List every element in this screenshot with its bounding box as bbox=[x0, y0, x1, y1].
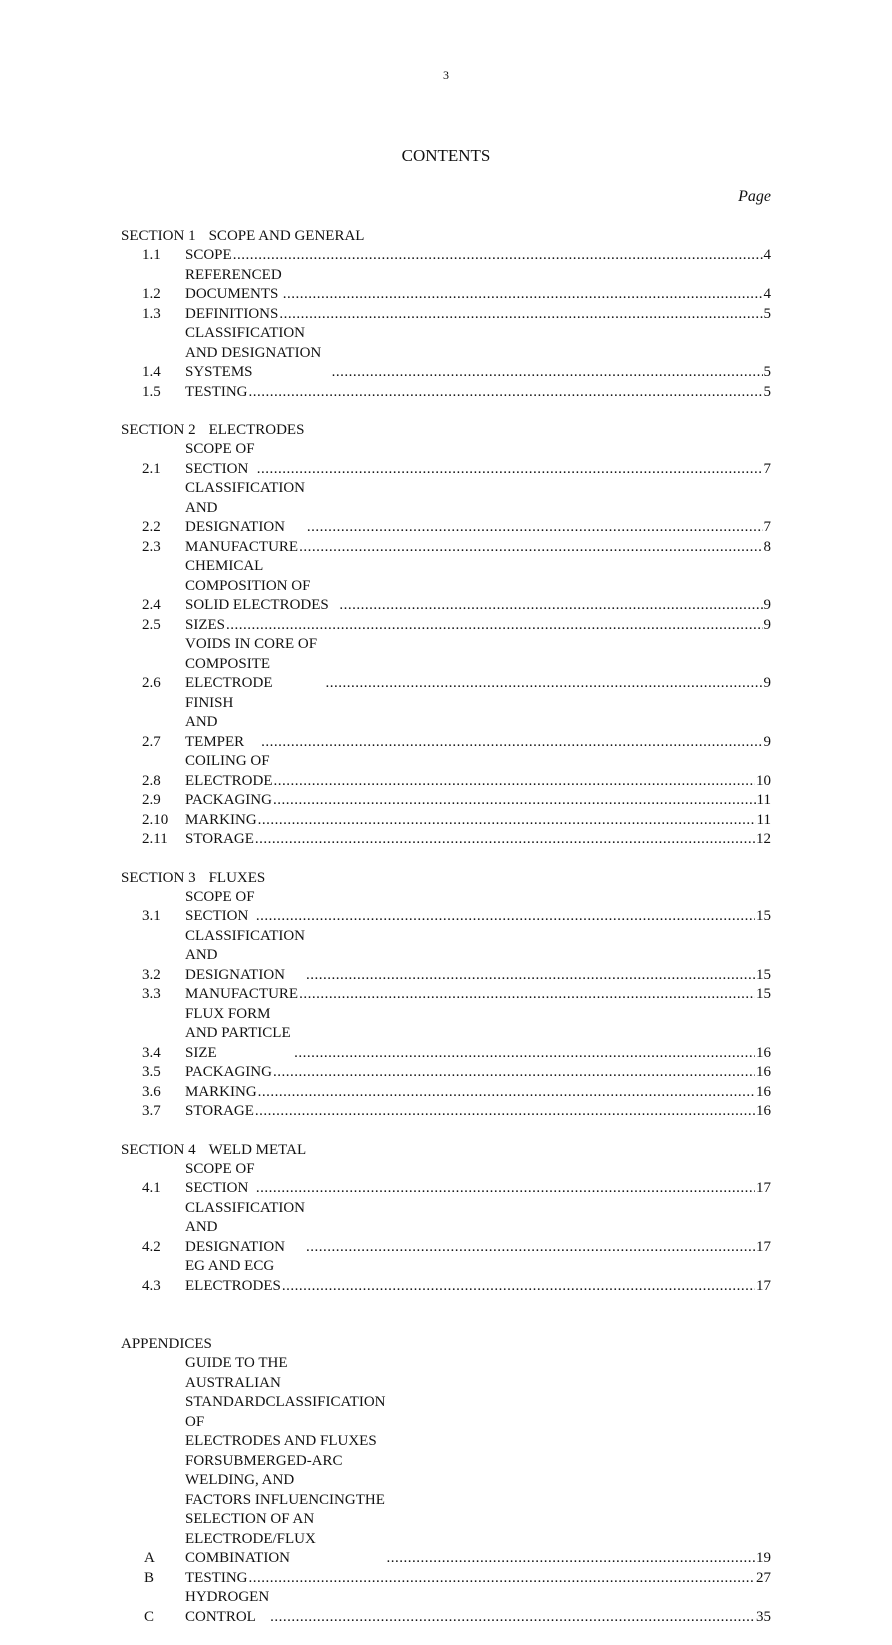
toc-entry-number: 3.7 bbox=[142, 1103, 161, 1119]
dot-leader bbox=[299, 538, 762, 558]
dot-leader bbox=[258, 811, 756, 831]
toc-entry-page: 5 bbox=[763, 383, 771, 400]
toc-entry-page: 11 bbox=[756, 792, 771, 808]
toc-entry-number: 3.3 bbox=[142, 986, 161, 1002]
toc-entry-title: TESTING bbox=[185, 1569, 248, 1586]
toc-entry-page: 15 bbox=[756, 986, 771, 1002]
toc-entry-page: 7 bbox=[763, 460, 771, 477]
toc-entry-page: 19 bbox=[756, 1550, 771, 1566]
toc-entry[interactable] bbox=[121, 1569, 771, 1589]
toc-entry[interactable] bbox=[121, 694, 771, 753]
toc-entry-page: 9 bbox=[763, 733, 771, 750]
toc-entry-number: 2.2 bbox=[142, 519, 161, 535]
toc-entry-number: 2.8 bbox=[142, 772, 161, 789]
toc-entry[interactable] bbox=[121, 246, 771, 266]
dot-leader bbox=[257, 460, 763, 480]
toc-entry-page: 16 bbox=[756, 1044, 771, 1061]
section-number: SECTION 1 bbox=[121, 228, 196, 244]
toc-entry-title: MARKING bbox=[185, 1083, 257, 1100]
toc-entry-title: CLASSIFICATION AND DESIGNATION bbox=[185, 1199, 306, 1255]
toc-entry-page: 9 bbox=[763, 616, 771, 633]
toc-entry[interactable] bbox=[121, 538, 771, 558]
toc-entry-number: 1.3 bbox=[142, 305, 161, 322]
appendices-heading: APPENDICES bbox=[121, 1336, 212, 1352]
toc-entry-number: 3.4 bbox=[142, 1044, 161, 1061]
toc-entry-title: SCOPE OF SECTION bbox=[185, 441, 255, 477]
toc-entry-page: 5 bbox=[763, 305, 771, 322]
toc-entry[interactable] bbox=[121, 635, 771, 694]
dot-leader bbox=[332, 363, 763, 383]
toc-entry-title: REFERENCED DOCUMENTS bbox=[185, 266, 282, 302]
toc-entry[interactable] bbox=[121, 1102, 771, 1122]
toc-entry[interactable] bbox=[121, 985, 771, 1005]
toc-entry-number: 4.3 bbox=[142, 1277, 161, 1294]
toc-entry-number: 2.4 bbox=[142, 597, 161, 613]
section-name: ELECTRODES bbox=[208, 422, 305, 438]
page-column-label: Page bbox=[738, 188, 771, 205]
toc-entry-page: 17 bbox=[756, 1238, 771, 1255]
dot-leader bbox=[258, 1083, 755, 1103]
toc-entry-page: 5 bbox=[763, 364, 771, 380]
toc-entry-page: 11 bbox=[756, 811, 771, 828]
dot-leader bbox=[255, 830, 755, 850]
dot-leader bbox=[282, 1277, 755, 1297]
toc-entry-number: 1.1 bbox=[142, 247, 161, 263]
toc-entry[interactable] bbox=[121, 811, 771, 831]
toc-entry-number: 2.1 bbox=[142, 460, 161, 477]
toc-entry-number: 4.2 bbox=[142, 1238, 161, 1255]
dot-leader bbox=[326, 674, 763, 694]
toc-entry[interactable] bbox=[121, 1083, 771, 1103]
toc-entry[interactable] bbox=[121, 1588, 771, 1627]
toc-entry-number: 3.1 bbox=[142, 908, 161, 924]
toc-entry-number: 2.3 bbox=[142, 538, 161, 555]
toc-entry[interactable] bbox=[121, 479, 771, 538]
dot-leader bbox=[255, 1102, 755, 1122]
section-number: SECTION 2 bbox=[121, 422, 196, 438]
toc-entry[interactable] bbox=[121, 440, 771, 479]
toc-entry-title: MARKING bbox=[185, 811, 257, 828]
toc-entry-title: SCOPE OF SECTION bbox=[185, 1160, 255, 1196]
toc-entry-page: 35 bbox=[756, 1608, 771, 1625]
toc-entry[interactable] bbox=[121, 888, 771, 927]
toc-entry-number: 1.4 bbox=[142, 364, 161, 380]
dot-leader bbox=[249, 383, 763, 403]
toc-entry-page: 16 bbox=[756, 1083, 771, 1100]
toc-entry-page: 27 bbox=[756, 1569, 771, 1586]
page-title: CONTENTS bbox=[401, 146, 491, 165]
toc-entry-page: 7 bbox=[763, 519, 771, 535]
toc-entry-title: SCOPE OF SECTION bbox=[185, 888, 255, 924]
toc-entry-number: 3.2 bbox=[142, 966, 161, 983]
toc-entry-number: 2.7 bbox=[142, 733, 161, 750]
section-heading[interactable] bbox=[121, 868, 771, 888]
dot-leader bbox=[299, 985, 755, 1005]
toc-entry-title: CLASSIFICATION AND DESIGNATION bbox=[185, 480, 306, 535]
toc-entry-number: 3.6 bbox=[142, 1083, 161, 1100]
toc-entry-title: SIZES bbox=[185, 616, 226, 633]
toc-entry-page: 15 bbox=[756, 966, 771, 983]
toc-entry-title: GUIDE TO THE AUSTRALIAN STANDARDCLASSIFICATION OF ELECTRODES AND FLUXES FORSUBMERGED-ARC WELDING, AND FACTORS INFLUENCINGTHE SELECTION OF AN ELECTRODE/FLUX COMBINATION bbox=[185, 1355, 386, 1566]
toc-entry[interactable] bbox=[121, 1005, 771, 1064]
toc-entry[interactable] bbox=[121, 927, 771, 986]
toc-entry-page: 16 bbox=[756, 1064, 771, 1080]
toc-entry[interactable] bbox=[121, 305, 771, 325]
toc-entry-number: 2.6 bbox=[142, 675, 161, 691]
toc-entry[interactable] bbox=[121, 791, 771, 811]
toc-entry-page: 4 bbox=[763, 247, 771, 263]
section-number: SECTION 3 bbox=[121, 869, 196, 886]
toc-entry-page: 15 bbox=[756, 908, 771, 924]
section-heading[interactable] bbox=[121, 226, 771, 246]
toc-section bbox=[121, 420, 771, 850]
toc-entry-title: PACKAGING bbox=[185, 792, 272, 808]
dot-leader bbox=[233, 246, 763, 266]
dot-leader bbox=[273, 791, 756, 811]
section-heading[interactable] bbox=[121, 420, 771, 440]
toc-entry-number: 3.5 bbox=[142, 1064, 161, 1080]
toc-entry-title: TESTING bbox=[185, 383, 248, 400]
toc-entry[interactable] bbox=[121, 324, 771, 383]
dot-leader bbox=[256, 1179, 755, 1199]
toc-entry-title: DEFINITIONS bbox=[185, 305, 279, 322]
dot-leader bbox=[306, 966, 755, 986]
toc-entry-title: STORAGE bbox=[185, 831, 254, 847]
dot-leader bbox=[339, 596, 762, 616]
toc-entry[interactable] bbox=[121, 1160, 771, 1199]
dot-leader bbox=[306, 1238, 755, 1258]
toc-entry-number: C bbox=[144, 1608, 155, 1625]
toc-entry[interactable] bbox=[121, 830, 771, 850]
toc-entry-page: 10 bbox=[756, 772, 771, 789]
page-number: 3 bbox=[443, 68, 449, 82]
toc-entry-page: 16 bbox=[756, 1103, 771, 1119]
toc-entry-number: 2.11 bbox=[142, 831, 168, 847]
toc-entry-title: FLUX FORM AND PARTICLE SIZE bbox=[185, 1005, 291, 1061]
table-of-contents bbox=[121, 226, 771, 1645]
toc-entry-number: B bbox=[144, 1569, 155, 1586]
dot-leader bbox=[273, 772, 755, 792]
dot-leader bbox=[386, 1549, 755, 1569]
toc-entry-title: HYDROGEN CONTROL bbox=[185, 1589, 270, 1625]
toc-entry[interactable] bbox=[121, 1063, 771, 1083]
section-heading[interactable] bbox=[121, 1140, 771, 1160]
toc-entry-title: STORAGE bbox=[185, 1103, 254, 1119]
toc-entry-number: A bbox=[144, 1550, 155, 1566]
dot-leader bbox=[294, 1044, 755, 1064]
toc-entry-number: 1.5 bbox=[142, 383, 161, 400]
dot-leader bbox=[256, 907, 755, 927]
toc-entry-page: 8 bbox=[763, 538, 771, 555]
toc-entry[interactable] bbox=[121, 1199, 771, 1258]
toc-entry-title: PACKAGING bbox=[185, 1064, 272, 1080]
toc-entry-page: 17 bbox=[756, 1180, 771, 1196]
toc-entry-page: 9 bbox=[763, 675, 771, 691]
toc-entry[interactable] bbox=[121, 266, 771, 305]
appendices-section bbox=[121, 1334, 771, 1627]
toc-section bbox=[121, 226, 771, 402]
section-name: SCOPE AND GENERAL bbox=[208, 228, 365, 244]
section-name: FLUXES bbox=[208, 869, 266, 886]
toc-entry[interactable] bbox=[121, 557, 771, 616]
toc-entry-page: 9 bbox=[763, 597, 771, 613]
toc-entry-title: EG AND ECG ELECTRODES bbox=[185, 1258, 281, 1294]
toc-entry-title: COILING OF ELECTRODE bbox=[185, 753, 273, 789]
toc-entry[interactable] bbox=[121, 752, 771, 791]
toc-entry-number: 2.10 bbox=[142, 811, 169, 828]
toc-entry-number: 1.2 bbox=[142, 286, 161, 302]
toc-entry-title: CLASSIFICATION AND DESIGNATION SYSTEMS bbox=[185, 325, 322, 380]
dot-leader bbox=[226, 616, 762, 636]
toc-entry-page: 4 bbox=[763, 286, 771, 302]
toc-entry[interactable] bbox=[121, 1354, 771, 1569]
toc-entry-title: FINISH AND TEMPER bbox=[185, 694, 245, 750]
section-number: SECTION 4 bbox=[121, 1141, 196, 1158]
toc-entry-page: 17 bbox=[756, 1277, 771, 1294]
dot-leader bbox=[273, 1063, 755, 1083]
toc-entry-title: VOIDS IN CORE OF COMPOSITE ELECTRODE bbox=[185, 636, 318, 691]
dot-leader bbox=[283, 285, 763, 305]
toc-section bbox=[121, 868, 771, 1122]
toc-entry-title: MANUFACTURE bbox=[185, 538, 299, 555]
dot-leader bbox=[270, 1608, 755, 1628]
toc-entry-title: CLASSIFICATION AND DESIGNATION bbox=[185, 927, 306, 983]
toc-entry-number: 2.5 bbox=[142, 616, 161, 633]
toc-entry-page: 12 bbox=[756, 831, 771, 847]
toc-entry-title: MANUFACTURE bbox=[185, 986, 299, 1002]
toc-entry-number: 4.1 bbox=[142, 1180, 161, 1196]
dot-leader bbox=[249, 1569, 756, 1589]
dot-leader bbox=[279, 305, 762, 325]
dot-leader bbox=[307, 518, 763, 538]
toc-entry-title: SCOPE bbox=[185, 247, 232, 263]
toc-entry[interactable] bbox=[121, 616, 771, 636]
toc-entry[interactable] bbox=[121, 383, 771, 403]
toc-entry-number: 2.9 bbox=[142, 792, 161, 808]
dot-leader bbox=[261, 733, 762, 753]
toc-entry-title: CHEMICAL COMPOSITION OF SOLID ELECTRODES bbox=[185, 558, 329, 613]
toc-section bbox=[121, 1140, 771, 1297]
section-name: WELD METAL bbox=[208, 1141, 307, 1158]
